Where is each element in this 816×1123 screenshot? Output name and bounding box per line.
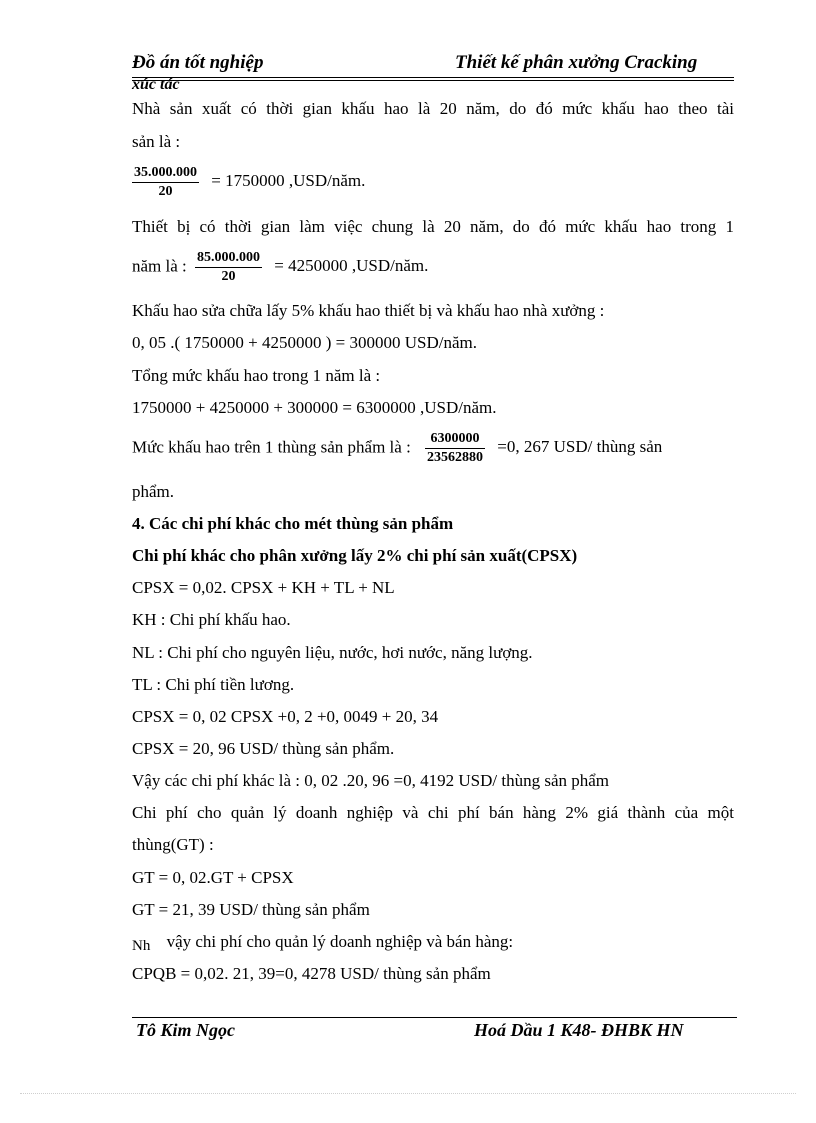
equation-line: 1750000 + 4250000 + 300000 = 6300000 ,USD/năm. <box>132 398 497 417</box>
fragment-text: Nh <box>132 938 151 954</box>
paragraph-line: Vậy các chi phí khác là : 0, 02 .20, 96 =0, 4192 USD/ thùng sản phẩm <box>132 771 610 790</box>
equation-line: 0, 05 .( 1750000 + 4250000 ) = 300000 USD/năm. <box>132 333 477 352</box>
equation-line: CPSX = 0, 02 CPSX +0, 2 +0, 0049 + 20, 34 <box>132 707 439 726</box>
fraction-numerator: 85.000.000 <box>195 249 262 268</box>
equation-result: = 1750000 ,USD/năm. <box>211 171 366 191</box>
equation-line: GT = 0, 02.GT + CPSX <box>132 868 294 887</box>
fraction <box>195 249 262 286</box>
section-heading: 4. Các chi phí khác cho mét thùng sản phẩm <box>132 514 454 533</box>
header-rule <box>132 77 734 78</box>
paragraph-line: sản là : <box>132 132 181 151</box>
paragraph-line: Thiết bị có thời gian làm việc chung là 20 năm, do đó mức khấu hao trong 1 <box>132 217 734 236</box>
footer-right: Hoá Dầu 1 K48- ĐHBK HN <box>474 1020 684 1040</box>
fragment-text: vậy chi phí cho quản lý doanh nghiệp và bán hàng: <box>166 932 514 951</box>
paragraph-line: phẩm. <box>132 482 175 501</box>
fraction <box>425 430 485 467</box>
fraction-denominator: 23562880 <box>427 450 484 465</box>
header-continuation: xúc tác <box>132 76 180 93</box>
fraction-numerator: 35.000.000 <box>132 164 199 183</box>
equation-2 <box>132 249 428 286</box>
equation-line: CPSX = 20, 96 USD/ thùng sản phẩm. <box>132 739 395 758</box>
equation-1 <box>132 164 365 201</box>
fraction-denominator: 20 <box>158 184 173 199</box>
equation-line: CPQB = 0,02. 21, 39=0, 4278 USD/ thùng sản phẩm <box>132 964 491 983</box>
fraction <box>132 164 199 201</box>
equation-result: =0, 267 USD/ thùng sản <box>497 437 663 457</box>
footer-rule <box>132 1017 737 1018</box>
fraction-denominator: 20 <box>221 269 236 284</box>
equation-3 <box>132 430 662 467</box>
equation-prefix: năm là : <box>132 256 187 276</box>
subsection-heading: Chi phí khác cho phân xưởng lấy 2% chi phí sản xuất(CPSX) <box>132 546 578 565</box>
paragraph-line: Tổng mức khấu hao trong 1 năm là : <box>132 366 381 385</box>
equation-prefix: Mức khấu hao trên 1 thùng sản phẩm là : <box>132 437 411 457</box>
paragraph-line: Chi phí cho quản lý doanh nghiệp và chi phí bán hàng 2% giá thành của một <box>132 803 734 822</box>
header-left: Đồ án tốt nghiệp <box>132 52 264 73</box>
header-right: Thiết kế phân xưởng Cracking <box>455 52 698 73</box>
equation-line: CPSX = 0,02. CPSX + KH + TL + NL <box>132 578 395 597</box>
definition-line: KH : Chi phí khấu hao. <box>132 610 291 629</box>
paragraph-line: Nhà sản xuất có thời gian khấu hao là 20 năm, do đó mức khấu hao theo tài <box>132 99 734 118</box>
paragraph-line: Khấu hao sửa chữa lấy 5% khấu hao thiết bị và khấu hao nhà xưởng : <box>132 301 605 320</box>
paragraph-line <box>132 932 513 952</box>
equation-result: = 4250000 ,USD/năm. <box>274 256 429 276</box>
page-break-line <box>20 1093 796 1094</box>
footer-left: Tô Kim Ngọc <box>136 1020 235 1040</box>
fraction-numerator: 6300000 <box>425 430 485 449</box>
definition-line: NL : Chi phí cho nguyên liệu, nước, hơi nước, năng lượng. <box>132 643 533 662</box>
header-rule-second <box>132 80 734 81</box>
equation-line: GT = 21, 39 USD/ thùng sản phẩm <box>132 900 370 919</box>
paragraph-line: thùng(GT) : <box>132 835 214 854</box>
definition-line: TL : Chi phí tiền lương. <box>132 675 295 694</box>
